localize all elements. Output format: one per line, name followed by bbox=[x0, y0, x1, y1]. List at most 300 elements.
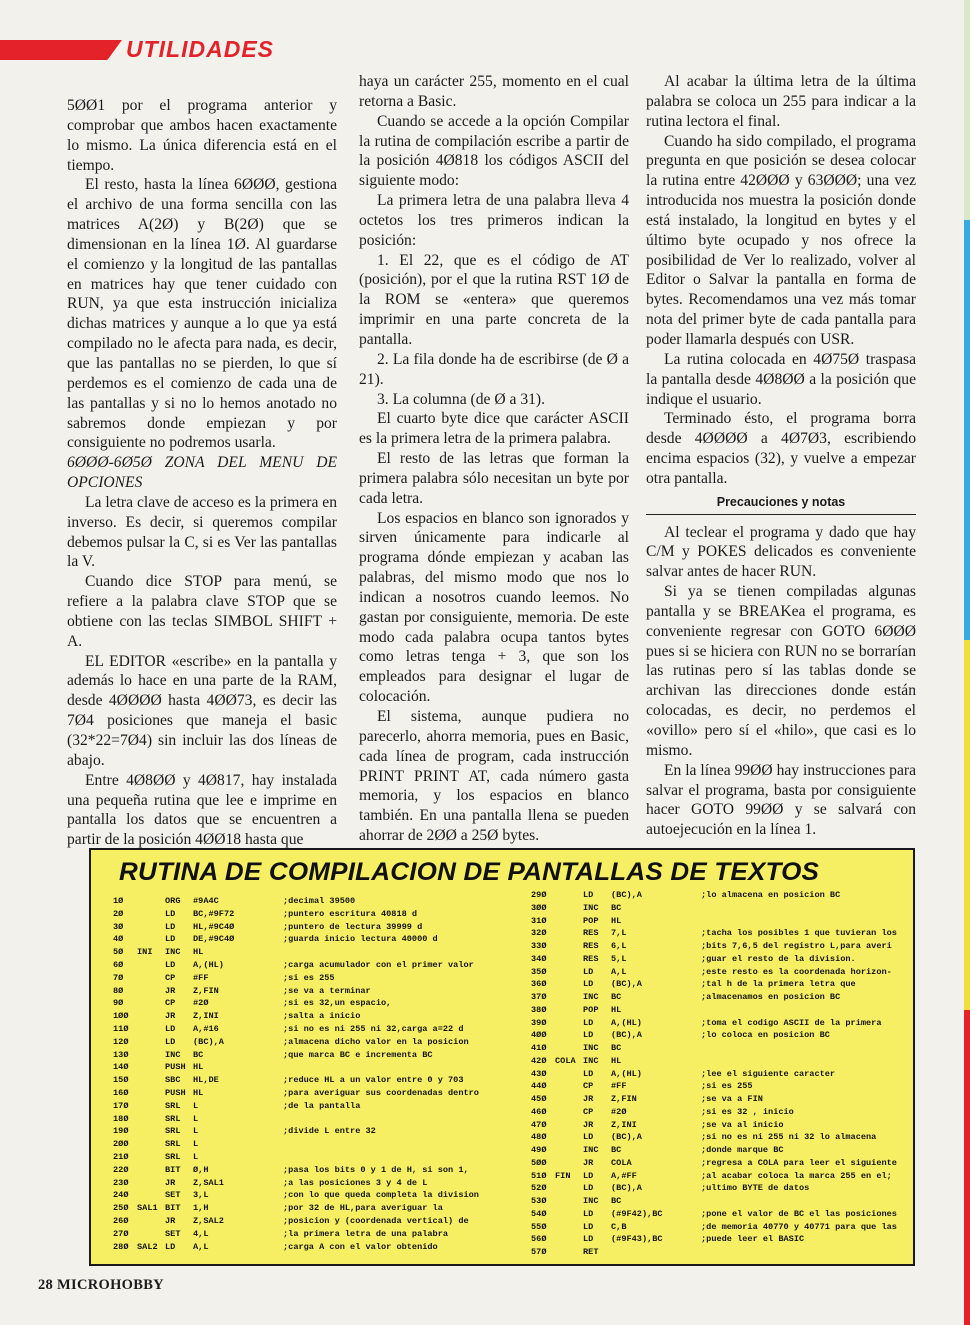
listing-operand: BC bbox=[611, 992, 622, 1002]
listing-operand: A,(HL) bbox=[193, 959, 224, 970]
listing-comment: ;almacena dicho valor en la posicion bbox=[283, 1036, 469, 1047]
article-column-2 bbox=[359, 72, 629, 846]
listing-line-number: 18Ø bbox=[113, 1113, 129, 1124]
listing-line-number: 27Ø bbox=[113, 1228, 129, 1239]
listing-operand: HL,#9C4Ø bbox=[193, 921, 235, 932]
listing-line bbox=[531, 1209, 911, 1222]
listing-line-number: 19Ø bbox=[113, 1126, 129, 1137]
listing-line-number: 3Ø bbox=[113, 921, 124, 932]
listing-operand: BC bbox=[611, 1043, 622, 1053]
listing-line bbox=[531, 1158, 911, 1171]
paragraph: La primera letra de una palabra lleva 4 octetos los tres primeros indican la posición: bbox=[359, 192, 629, 249]
listing-label: SAL1 bbox=[137, 1203, 158, 1214]
listing-line bbox=[113, 973, 498, 986]
section-color-bar bbox=[0, 40, 122, 60]
listing-line bbox=[113, 1203, 498, 1216]
listing-line bbox=[531, 1196, 911, 1209]
paragraph: 5ØØ1 por el programa anterior y comprobar que ambos hacen exactamente lo mismo. La única diferencia está en el tiempo. bbox=[67, 97, 337, 174]
listing-opcode: LD bbox=[583, 1170, 594, 1181]
listing-operand: L bbox=[193, 1100, 199, 1111]
listing-line bbox=[113, 1062, 498, 1075]
listing-comment: ;puntero de lectura 39999 d bbox=[283, 921, 423, 932]
listing-line-number: 38Ø bbox=[531, 1004, 547, 1015]
listing-opcode: CP bbox=[583, 1081, 594, 1092]
listing-line-number: 15Ø bbox=[113, 1075, 129, 1086]
listing-operand: A,L bbox=[193, 1241, 209, 1252]
listing-line-number: 14Ø bbox=[113, 1062, 129, 1073]
listing-opcode: SRL bbox=[165, 1113, 181, 1124]
listing-comment: ;a las posiciones 3 y 4 de L bbox=[283, 1177, 428, 1188]
listing-opcode: INC bbox=[583, 1145, 599, 1155]
listing-line bbox=[531, 1094, 911, 1107]
listing-opcode: LD bbox=[583, 966, 594, 977]
listing-operand: HL bbox=[611, 1004, 622, 1015]
listing-opcode: POP bbox=[583, 1004, 599, 1015]
paragraph: Entre 4Ø8ØØ y 4Ø817, hay instalada una pequeña rutina que lee e imprime en pantalla los datos que se encuentren a partir de la posición 4ØØ18 hasta que bbox=[67, 771, 337, 849]
listing-opcode: JR bbox=[165, 1177, 176, 1188]
listing-line bbox=[113, 1126, 498, 1139]
listing-opcode: RES bbox=[583, 941, 599, 951]
paragraph: El resto, hasta la línea 6ØØØ, gestiona el archivo de una forma sencilla con las matrices A(2Ø) y B(2Ø) que se dimensionan en la línea 1Ø. Al guardarse el comienzo y la longitud de las pantallas en matrices hay que tener cuidado con RUN, ya que esta instrucción inicializa dichas matrices y aunque a lo que ya está compilado no le afecta para nada, es decir, que las pantallas no se pierden, lo que sí perdemos es el comienzo de cada una de las pantallas y si no lo hemos anotado no sabremos donde empiezan y por consiguiente no podremos usarla. bbox=[67, 176, 337, 452]
listing-line bbox=[531, 1234, 911, 1247]
listing-line bbox=[113, 947, 498, 960]
listing-opcode: LD bbox=[583, 1017, 594, 1028]
listing-line-number: 3ØØ bbox=[531, 902, 547, 913]
listing-line-number: 8Ø bbox=[113, 985, 124, 996]
listing-operand: BC bbox=[611, 902, 622, 913]
listing-opcode: LD bbox=[165, 959, 176, 970]
listing-line-number: 17Ø bbox=[113, 1100, 129, 1111]
listing-line-number: 47Ø bbox=[531, 1119, 547, 1130]
listing-comment: ;se va a FIN bbox=[701, 1094, 763, 1104]
listing-comment: ;si es 255 bbox=[701, 1081, 753, 1092]
paragraph: La rutina colocada en 4Ø75Ø traspasa la pantalla desde 4Ø8ØØ a la posición que indique el usuario. bbox=[646, 350, 916, 408]
listing-operand: #FF bbox=[611, 1081, 627, 1092]
listing-opcode: INC bbox=[583, 1055, 599, 1066]
listing-line bbox=[531, 954, 911, 967]
listing-line bbox=[531, 1043, 911, 1056]
listing-operand: Z,SAL2 bbox=[193, 1215, 224, 1226]
listing-comment: ;lo almacena en posicion BC bbox=[701, 890, 841, 900]
listing-line-number: 49Ø bbox=[531, 1145, 547, 1155]
listing-operand: HL bbox=[611, 915, 622, 926]
listing-line bbox=[531, 1183, 911, 1196]
listing-opcode: INC bbox=[165, 1049, 181, 1060]
paragraph: En la línea 99ØØ hay instrucciones para salvar el programa, basta por consiguiente hacer GOTO 99ØØ y se salvará con autoejecución en la línea 1. bbox=[646, 761, 917, 839]
listing-operand: BC bbox=[193, 1049, 204, 1060]
listing-line bbox=[113, 922, 498, 935]
listing-comment: ;al acabar coloca la marca 255 en el; bbox=[701, 1170, 892, 1181]
listing-operand: 3,L bbox=[193, 1190, 209, 1201]
listing-comment: ;este resto es la coordenada horizon- bbox=[701, 966, 892, 977]
listing-operand: HL bbox=[193, 1062, 204, 1073]
listing-line-number: 4ØØ bbox=[531, 1030, 547, 1041]
listing-operand: (BC),A bbox=[611, 890, 642, 900]
listing-opcode: JR bbox=[583, 1119, 594, 1130]
paragraph: Cuando ha sido compilado, el programa pregunta en que posición se desea colocar la rutina entre 42ØØØ y 63ØØØ; una vez introducida nos muestra la posición donde está instalado, la longitud en bytes y el último byte ocupado y nos ofrece la posibilidad de Ver lo realizado, volver al Editor o Salvar la pantalla en forma de bytes. Recomendamos una vez más tomar nota del primer byte de cada pantalla para poder llamarla después con USR. bbox=[646, 132, 916, 348]
article-column-3 bbox=[646, 72, 916, 840]
listing-comment: ;si es 32,un espacio, bbox=[283, 998, 392, 1009]
listing-opcode: BIT bbox=[165, 1164, 181, 1175]
listing-comment: ;carga acumulador con el primer valor bbox=[283, 959, 474, 970]
listing-line bbox=[113, 896, 498, 909]
listing-opcode: JR bbox=[165, 1011, 176, 1022]
listing-line bbox=[113, 1216, 498, 1229]
listing-operand: Z,INI bbox=[193, 1011, 219, 1022]
listing-line bbox=[113, 934, 498, 947]
listing-operand: BC bbox=[611, 1196, 622, 1206]
listing-line bbox=[531, 1171, 911, 1184]
listing-line-number: 11Ø bbox=[113, 1023, 129, 1034]
assembly-listing-box bbox=[89, 848, 915, 1266]
listing-line-number: 53Ø bbox=[531, 1196, 547, 1206]
listing-line-number: 1ØØ bbox=[113, 1011, 129, 1022]
listing-line bbox=[531, 1132, 911, 1145]
listing-line-number: 48Ø bbox=[531, 1132, 547, 1143]
listing-label: COLA bbox=[555, 1055, 576, 1066]
listing-operand: 6,L bbox=[611, 941, 627, 951]
listing-line-number: 6Ø bbox=[113, 959, 124, 970]
listing-line-number: 37Ø bbox=[531, 992, 547, 1002]
listing-comment: ;si no es ni 255 ni 32,carga a=22 d bbox=[283, 1023, 464, 1034]
listing-operand: (BC),A bbox=[611, 979, 642, 990]
listing-opcode: LD bbox=[583, 890, 594, 900]
listing-operand: BC,#9F72 bbox=[193, 908, 235, 919]
listing-operand: A,(HL) bbox=[611, 1017, 642, 1028]
listing-line bbox=[531, 1005, 911, 1018]
listing-operand: (BC),A bbox=[193, 1036, 224, 1047]
listing-line bbox=[113, 1229, 498, 1242]
listing-line bbox=[531, 890, 911, 903]
listing-opcode: JR bbox=[583, 1094, 594, 1104]
listing-operand: #2Ø bbox=[193, 998, 209, 1009]
listing-line bbox=[113, 1050, 498, 1063]
listing-line-number: 35Ø bbox=[531, 966, 547, 977]
listing-line bbox=[113, 1011, 498, 1024]
listing-opcode: INC bbox=[583, 992, 599, 1002]
listing-comment: ;si no es ni 255 ni 32 lo almacena bbox=[701, 1132, 877, 1143]
listing-comment: ;si es 32 , inicio bbox=[701, 1106, 794, 1117]
paragraph: El sistema, aunque pudiera no parecerlo, ahorra memoria, pues en Basic, cada línea de program, cada instrucción PRINT PRINT AT, cada número gasta memoria, y los espacios en blanco también. En una pantalla llena se pueden ahorrar de 2ØØ a 25Ø bytes. bbox=[359, 708, 629, 845]
listing-right-column bbox=[531, 890, 911, 1260]
listing-opcode: LD bbox=[583, 979, 594, 990]
listing-comment: ;carga A con el valor obtenido bbox=[283, 1241, 438, 1252]
listing-comment: ;divide L entre 32 bbox=[283, 1126, 376, 1137]
listing-opcode: SRL bbox=[165, 1139, 181, 1150]
listing-opcode: CP bbox=[583, 1106, 594, 1117]
paragraph: EL EDITOR «escribe» en la pantalla y además lo hace en una parte de la RAM, desde 4ØØØØ hasta 4ØØ73, es decir las 7Ø4 posiciones que maneja el basic (32*22=7Ø4) sin incluir las dos líneas de abajo. bbox=[67, 652, 337, 769]
page-footer: 28 MICROHOBBY bbox=[38, 1277, 164, 1293]
listing-operand: A,L bbox=[611, 966, 627, 977]
listing-comment: ;tal h de la primera letra que bbox=[701, 979, 856, 990]
listing-line-number: 55Ø bbox=[531, 1221, 547, 1232]
listing-opcode: BIT bbox=[165, 1203, 181, 1214]
listing-operand: Z,SAL1 bbox=[193, 1177, 224, 1188]
listing-operand: #9A4C bbox=[193, 896, 219, 906]
listing-label: INI bbox=[137, 947, 153, 958]
listing-line bbox=[113, 1190, 498, 1203]
listing-label: FIN bbox=[555, 1170, 571, 1181]
listing-line bbox=[113, 1242, 498, 1255]
listing-line-number: 41Ø bbox=[531, 1043, 547, 1053]
listing-line bbox=[113, 1178, 498, 1191]
notes-heading: Precauciones y notas bbox=[646, 493, 916, 515]
listing-operand: C,B bbox=[611, 1221, 627, 1232]
listing-comment: ;que marca BC e incrementa BC bbox=[283, 1049, 433, 1060]
listing-opcode: SBC bbox=[165, 1075, 181, 1086]
listing-line bbox=[531, 1030, 911, 1043]
listing-opcode: LD bbox=[165, 1036, 176, 1047]
listing-opcode: LD bbox=[583, 1208, 594, 1219]
listing-line bbox=[113, 1114, 498, 1127]
listing-line-number: 34Ø bbox=[531, 953, 547, 964]
paragraph: Los espacios en blanco son ignorados y sirven únicamente para indicarle al programa dónde empiezan y acaban las palabras, del mismo modo que nos lo indican a nosotros cuando leemos. No gastan por consiguiente, memoria. De este modo cada palabra ocupa tantos bytes como letras tenga + 3, que son los empleados para designar el lugar de colocación. bbox=[359, 509, 629, 706]
listing-line bbox=[113, 1139, 498, 1152]
listing-line bbox=[531, 916, 911, 929]
listing-line bbox=[531, 928, 911, 941]
listing-operand: 5,L bbox=[611, 953, 627, 964]
listing-line bbox=[531, 1056, 911, 1069]
listing-opcode: INC bbox=[583, 1043, 599, 1053]
listing-operand: Ø,H bbox=[193, 1164, 209, 1175]
listing-line-number: 22Ø bbox=[113, 1164, 129, 1175]
listing-opcode: CP bbox=[165, 998, 176, 1009]
listing-line bbox=[531, 1247, 911, 1260]
listing-opcode: PUSH bbox=[165, 1087, 186, 1098]
paragraph: Cuando se accede a la opción Compilar la rutina de compilación escribe a partir de la posición 4Ø818 los códigos ASCII del siguiente modo: bbox=[359, 112, 629, 190]
listing-line-number: 1Ø bbox=[113, 896, 124, 906]
listing-line bbox=[113, 1075, 498, 1088]
listing-opcode: INC bbox=[583, 902, 599, 913]
listing-line-number: 36Ø bbox=[531, 979, 547, 990]
listing-comment: ;reduce HL a un valor entre 0 y 703 bbox=[283, 1075, 464, 1086]
listing-left-column bbox=[113, 896, 498, 1254]
listing-operand: (#9F43),BC bbox=[611, 1234, 663, 1245]
listing-line-number: 56Ø bbox=[531, 1234, 547, 1245]
listing-line-number: 28Ø bbox=[113, 1241, 129, 1252]
listing-operand: A,(HL) bbox=[611, 1068, 642, 1079]
listing-comment: ;con lo que queda completa la division bbox=[283, 1190, 479, 1201]
listing-line bbox=[113, 960, 498, 973]
paragraph: 3. La columna (de Ø a 31). bbox=[377, 390, 546, 408]
listing-opcode: LD bbox=[583, 1183, 594, 1194]
listing-opcode: RES bbox=[583, 928, 599, 939]
listing-line-number: 2ØØ bbox=[113, 1139, 129, 1150]
listing-opcode: SRL bbox=[165, 1151, 181, 1162]
paragraph: La letra clave de acceso es la primera en inverso. Es decir, si queremos compilar debemos pulsar la C, si es Ver las pantallas la V. bbox=[67, 493, 337, 571]
listing-opcode: ORG bbox=[165, 896, 181, 906]
listing-line-number: 4Ø bbox=[113, 934, 124, 945]
listing-line-number: 32Ø bbox=[531, 928, 547, 939]
paragraph: Al acabar la última letra de la última palabra se coloca un 255 para indicar a la rutina lectora el final. bbox=[646, 73, 916, 130]
listing-comment: ;almacenamos en posicion BC bbox=[701, 992, 841, 1002]
listing-opcode: LD bbox=[583, 1132, 594, 1143]
listing-line-number: 21Ø bbox=[113, 1151, 129, 1162]
listing-opcode: PUSH bbox=[165, 1062, 186, 1073]
listing-comment: ;puede leer el BASIC bbox=[701, 1234, 805, 1245]
paragraph: haya un carácter 255, momento en el cual retorna a Basic. bbox=[359, 73, 629, 110]
paragraph: 2. La fila donde ha de escribirse (de Ø a 21). bbox=[359, 350, 629, 388]
listing-line-number: 51Ø bbox=[531, 1170, 547, 1181]
listing-line bbox=[531, 1018, 911, 1031]
listing-opcode: LD bbox=[165, 1241, 176, 1252]
listing-line bbox=[113, 1101, 498, 1114]
listing-opcode: INC bbox=[165, 947, 181, 958]
listing-comment: ;de la pantalla bbox=[283, 1100, 361, 1111]
listing-opcode: INC bbox=[583, 1196, 599, 1206]
listing-line-number: 9Ø bbox=[113, 998, 124, 1009]
paragraph: El resto de las letras que forman la primera palabra sólo necesitan un byte por cada letra. bbox=[359, 450, 629, 507]
listing-comment: ;puntero escritura 40818 d bbox=[283, 908, 418, 919]
listing-opcode: SET bbox=[165, 1190, 181, 1201]
listing-opcode: SRL bbox=[165, 1126, 181, 1137]
listing-operand: A,#16 bbox=[193, 1023, 219, 1034]
listing-operand: L bbox=[193, 1126, 199, 1137]
listing-comment: ;pone el valor de BC el las posiciones bbox=[701, 1208, 897, 1219]
listing-operand: A,#FF bbox=[611, 1170, 637, 1181]
listing-line bbox=[531, 1107, 911, 1120]
listing-line bbox=[531, 1222, 911, 1235]
listing-opcode: SET bbox=[165, 1228, 181, 1239]
listing-comment: ;posicion y (coordenada vertical) de bbox=[283, 1215, 469, 1226]
listing-line bbox=[531, 979, 911, 992]
listing-opcode: LD bbox=[165, 1023, 176, 1034]
listing-operand: HL bbox=[193, 1087, 204, 1098]
listing-operand: #2Ø bbox=[611, 1106, 627, 1117]
listing-line-number: 23Ø bbox=[113, 1177, 129, 1188]
listing-operand: 7,L bbox=[611, 928, 627, 939]
paragraph: El cuarto byte dice que carácter ASCII es la primera letra de la primera palabra. bbox=[359, 410, 629, 448]
listing-operand: (BC),A bbox=[611, 1132, 642, 1143]
listing-line-number: 2Ø bbox=[113, 908, 124, 919]
paragraph: Cuando dice STOP para menú, se refiere a la palabra clave STOP que se obtiene con las teclas SIMBOL SHIFT + A. bbox=[67, 573, 337, 650]
listing-line-number: 29Ø bbox=[531, 890, 547, 900]
listing-line bbox=[113, 909, 498, 922]
listing-line-number: 13Ø bbox=[113, 1049, 129, 1060]
listing-title: RUTINA DE COMPILACION DE PANTALLAS DE TEXTOS bbox=[119, 858, 820, 886]
paragraph: Terminado ésto, el programa borra desde 4ØØØØ a 4Ø7Ø3, escribiendo encima espacios (32), y vuelve a empezar otra pantalla. bbox=[646, 410, 916, 487]
listing-line bbox=[113, 1088, 498, 1101]
listing-line-number: 5Ø bbox=[113, 947, 124, 958]
listing-comment: ;la primera letra de una palabra bbox=[283, 1228, 449, 1239]
listing-comment: ;donde marque BC bbox=[701, 1145, 784, 1155]
listing-comment: ;se va a terminar bbox=[283, 985, 371, 996]
listing-comment: ;si es 255 bbox=[283, 972, 335, 983]
listing-line-number: 7Ø bbox=[113, 972, 124, 983]
listing-comment: ;toma el codigo ASCII de la primera bbox=[701, 1017, 882, 1028]
listing-operand: #FF bbox=[193, 972, 209, 983]
listing-comment: ;se va al inicio bbox=[701, 1119, 784, 1130]
listing-operand: Z,INI bbox=[611, 1119, 637, 1130]
listing-line bbox=[531, 941, 911, 954]
listing-operand: COLA bbox=[611, 1157, 632, 1168]
listing-line-number: 26Ø bbox=[113, 1215, 129, 1226]
listing-opcode: LD bbox=[165, 921, 176, 932]
listing-line-number: 43Ø bbox=[531, 1068, 547, 1079]
listing-opcode: POP bbox=[583, 915, 599, 926]
listing-operand: BC bbox=[611, 1145, 622, 1155]
listing-opcode: JR bbox=[165, 1215, 176, 1226]
listing-line-number: 42Ø bbox=[531, 1055, 547, 1066]
paragraph: 6ØØØ-6Ø5Ø ZONA DEL MENU DE OPCIONES bbox=[67, 454, 337, 492]
listing-opcode: SRL bbox=[165, 1100, 181, 1111]
listing-line-number: 5ØØ bbox=[531, 1157, 547, 1168]
paragraph: Al teclear el programa y dado que hay C/M y POKES delicados es conveniente salvar antes de hacer RUN. bbox=[646, 523, 916, 581]
listing-operand: (#9F42),BC bbox=[611, 1208, 663, 1219]
listing-line-number: 52Ø bbox=[531, 1183, 547, 1194]
listing-operand: HL bbox=[611, 1055, 622, 1066]
paragraph: Si ya se tienen compiladas algunas pantalla y se BREAKea el programa, es conveniente regresar con GOTO 6ØØØ pues si se hiciera con RUN no se borrarían las rutinas pero sí las tablas donde se archivan las direcciones donde están colocadas, es decir, no perdemos el «ovillo» pero sí el «hilo», que casi es lo mismo. bbox=[646, 583, 916, 759]
listing-line bbox=[531, 1069, 911, 1082]
listing-line bbox=[113, 1165, 498, 1178]
listing-comment: ;para averiguar sus coordenadas dentro bbox=[283, 1087, 479, 1098]
article-column-1 bbox=[67, 96, 337, 850]
listing-comment: ;lo coloca en posicion BC bbox=[701, 1030, 830, 1041]
listing-comment: ;pasa los bits 0 y 1 de H, si son 1, bbox=[283, 1164, 469, 1175]
listing-line-number: 25Ø bbox=[113, 1203, 129, 1214]
listing-line bbox=[113, 986, 498, 999]
listing-line bbox=[531, 1081, 911, 1094]
listing-line bbox=[531, 992, 911, 1005]
listing-operand: 4,L bbox=[193, 1228, 209, 1239]
listing-comment: ;ultimo BYTE de datos bbox=[701, 1183, 810, 1194]
listing-opcode: JR bbox=[583, 1157, 594, 1168]
listing-operand: 1,H bbox=[193, 1203, 209, 1214]
listing-label: SAL2 bbox=[137, 1241, 158, 1252]
listing-operand: L bbox=[193, 1139, 199, 1150]
listing-operand: L bbox=[193, 1151, 199, 1162]
page-edge-stripes bbox=[964, 0, 970, 1325]
listing-line bbox=[531, 1145, 911, 1158]
listing-line bbox=[531, 903, 911, 916]
listing-line-number: 31Ø bbox=[531, 915, 547, 926]
listing-opcode: JR bbox=[165, 985, 176, 996]
listing-line-number: 12Ø bbox=[113, 1036, 129, 1047]
listing-operand: Z,FIN bbox=[193, 985, 219, 996]
listing-operand: DE,#9C4Ø bbox=[193, 934, 235, 945]
listing-line bbox=[113, 998, 498, 1011]
listing-comment: ;de memoria 40770 y 40771 para que las bbox=[701, 1221, 897, 1232]
paragraph: 1. El 22, que es el código de AT (posición), por el que la rutina RST 1Ø de la ROM se «entera» que queremos imprimir en una parte concreta de la pantalla. bbox=[359, 251, 629, 348]
listing-operand: (BC),A bbox=[611, 1183, 642, 1194]
listing-line-number: 54Ø bbox=[531, 1208, 547, 1219]
listing-comment: ;guar el resto de la division. bbox=[701, 953, 856, 964]
listing-opcode: CP bbox=[165, 972, 176, 983]
listing-opcode: RES bbox=[583, 953, 599, 964]
listing-opcode: LD bbox=[583, 1030, 594, 1041]
listing-opcode: LD bbox=[165, 908, 176, 919]
listing-line-number: 44Ø bbox=[531, 1081, 547, 1092]
listing-comment: ;lee el siguiente caracter bbox=[701, 1068, 836, 1079]
listing-operand: L bbox=[193, 1113, 199, 1124]
listing-operand: (BC),A bbox=[611, 1030, 642, 1041]
listing-line-number: 46Ø bbox=[531, 1106, 547, 1117]
listing-opcode: LD bbox=[583, 1068, 594, 1079]
listing-line-number: 45Ø bbox=[531, 1094, 547, 1104]
listing-line bbox=[113, 1152, 498, 1165]
listing-comment: ;salta a inicio bbox=[283, 1011, 361, 1022]
listing-line-number: 39Ø bbox=[531, 1017, 547, 1028]
listing-opcode: RET bbox=[583, 1247, 599, 1257]
listing-line-number: 24Ø bbox=[113, 1190, 129, 1201]
listing-opcode: LD bbox=[165, 934, 176, 945]
listing-line bbox=[113, 1037, 498, 1050]
listing-line-number: 57Ø bbox=[531, 1247, 547, 1257]
listing-line-number: 33Ø bbox=[531, 941, 547, 951]
listing-comment: ;por 32 de HL,para averiguar la bbox=[283, 1203, 443, 1214]
listing-operand: HL,DE bbox=[193, 1075, 219, 1086]
listing-opcode: LD bbox=[583, 1221, 594, 1232]
